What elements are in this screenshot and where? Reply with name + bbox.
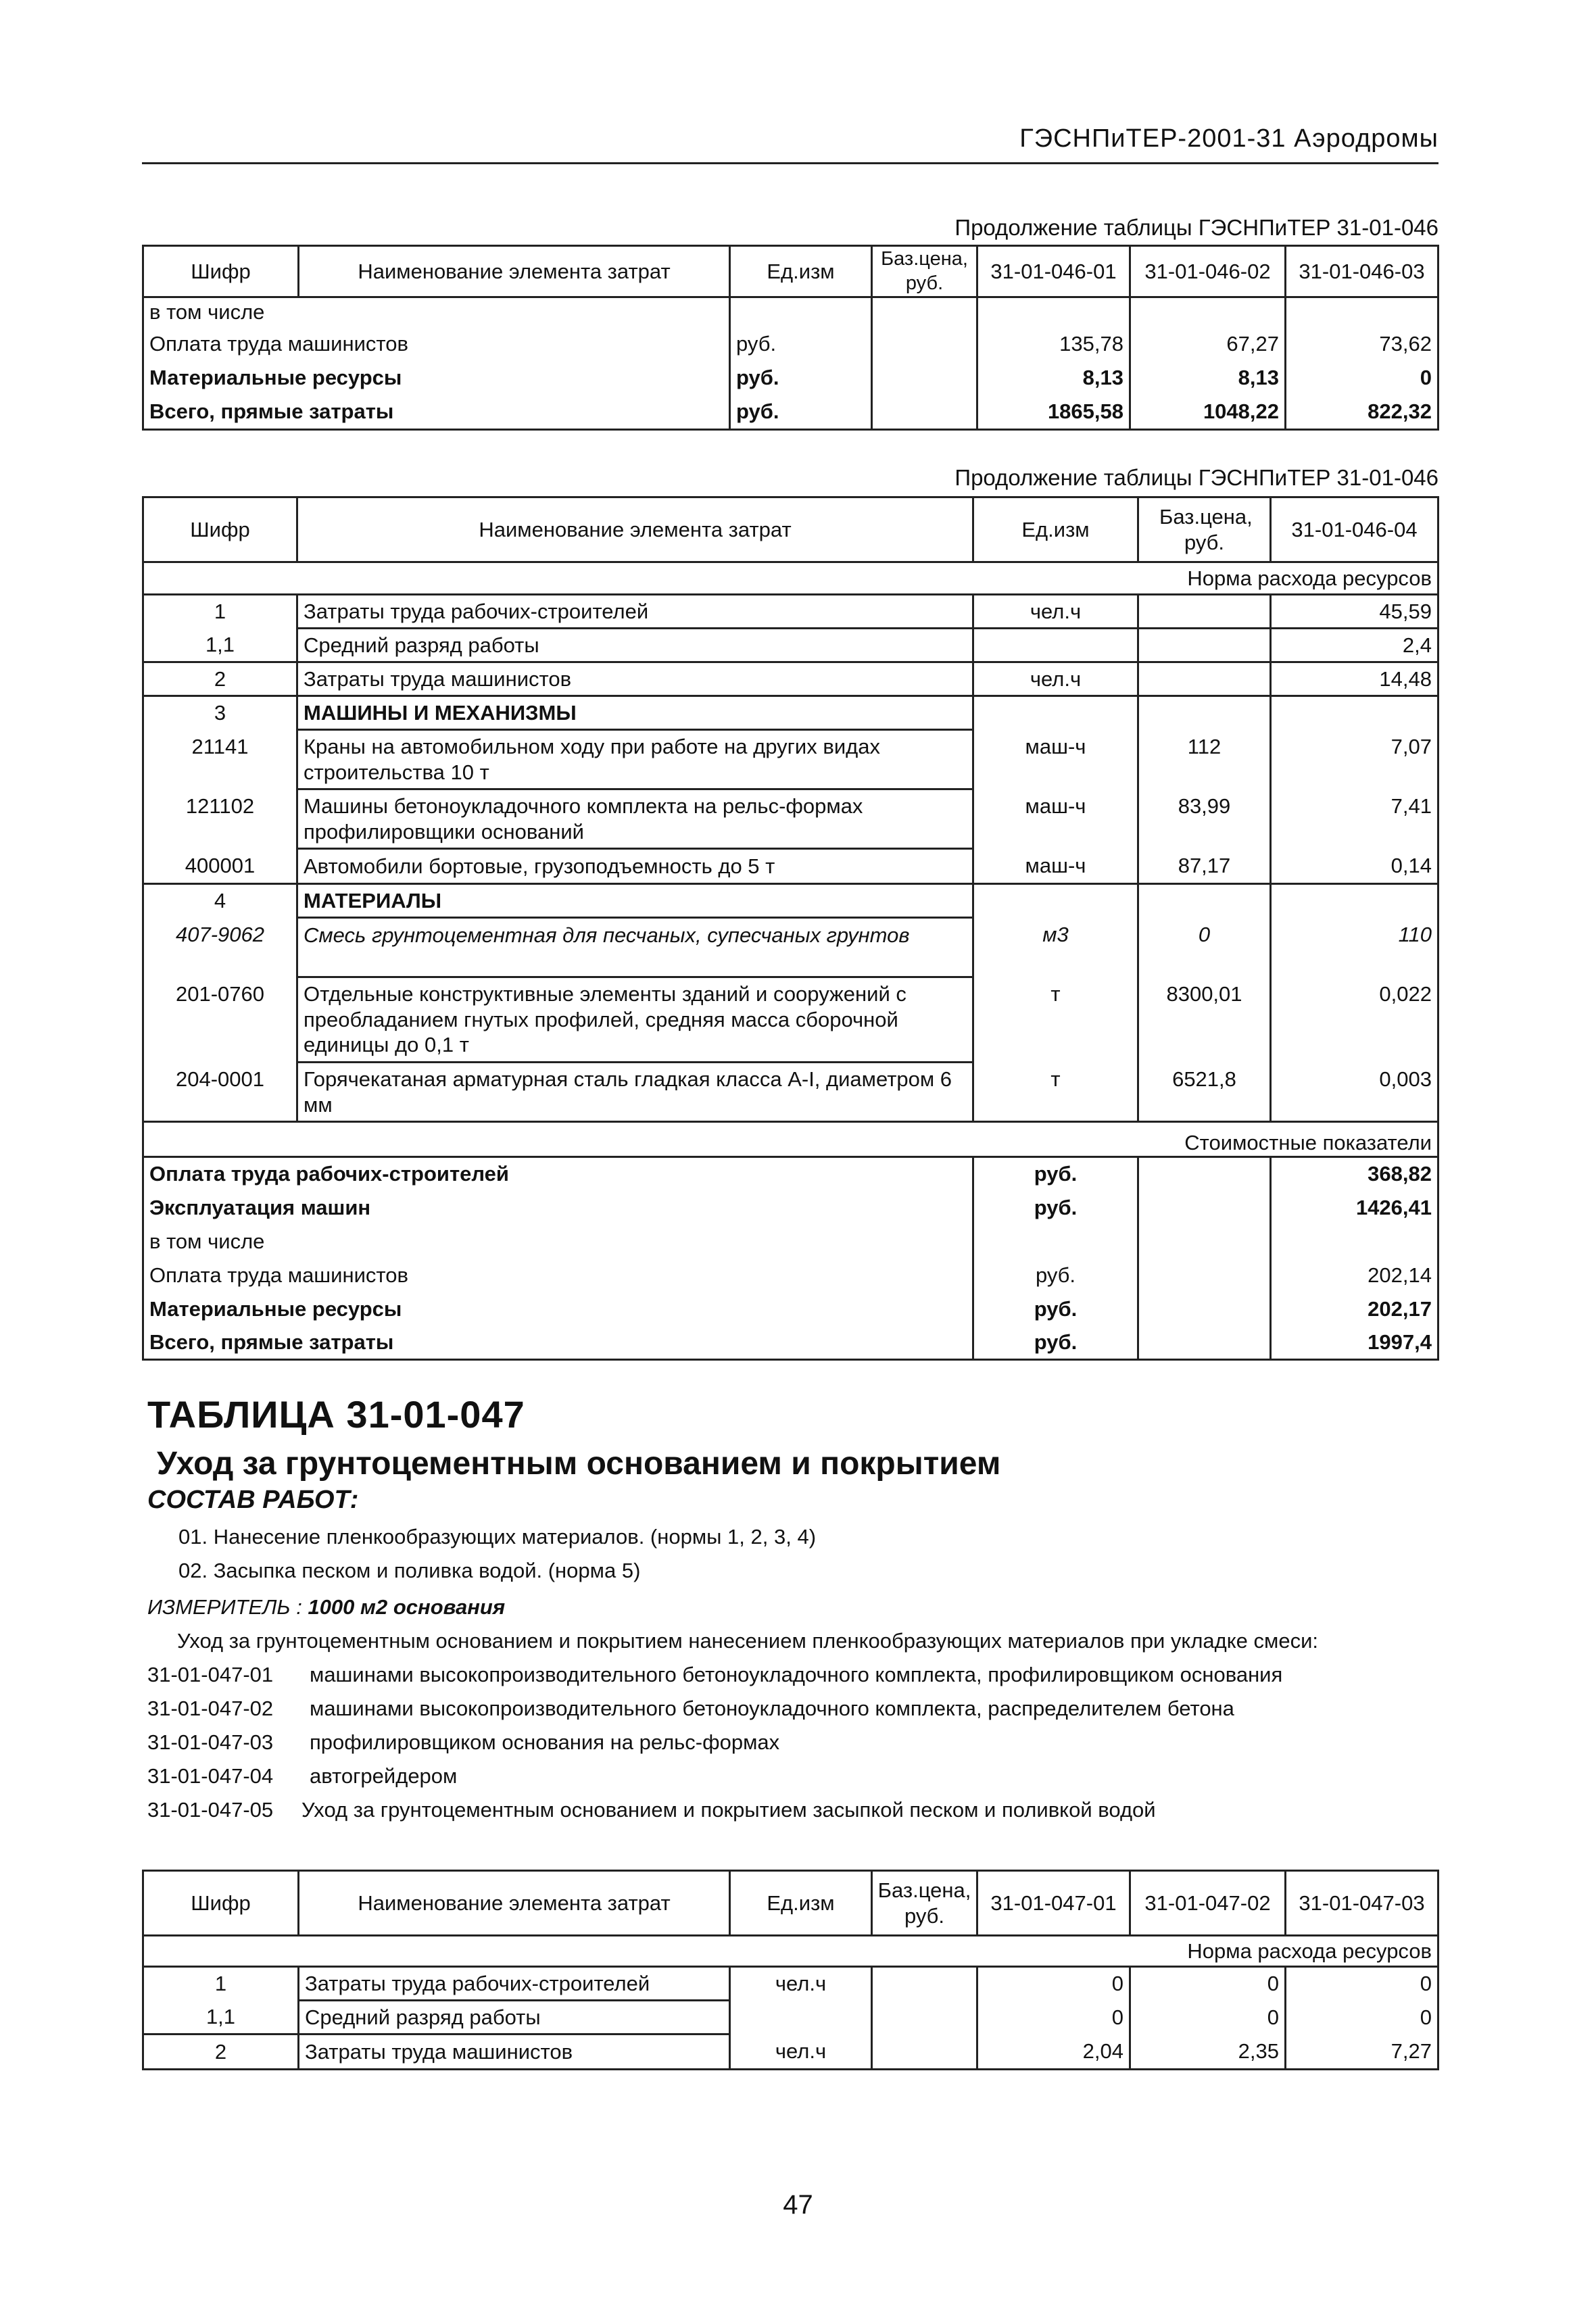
table2-row-price [1138, 662, 1271, 696]
table2-row-code: 201-0760 [143, 977, 297, 1063]
table2-row-unit: чел.ч [973, 595, 1138, 629]
table2-cost-price [1138, 1225, 1271, 1259]
table2-row-value: 110 [1271, 918, 1438, 977]
work-operation-02: 02. Засыпка песком и поливка водой. (норма 5) [178, 1559, 641, 1582]
table2-row-value: 7,07 [1271, 730, 1438, 789]
table2-cost-unit [973, 1225, 1138, 1259]
table2-row-name: Затраты труда рабочих-строителей [297, 595, 973, 629]
table1-header-unit: Ед.изм [730, 246, 872, 297]
table3-row-v3: 0 [1286, 1967, 1438, 2001]
table1-row-unit: руб. [730, 395, 872, 430]
table1-row-v2 [1130, 297, 1286, 327]
table2-row-value: 0,14 [1271, 849, 1438, 884]
table2-row-price: 83,99 [1138, 789, 1271, 849]
table2-cost-price [1138, 1326, 1271, 1360]
table3-row-name: Затраты труда рабочих-строителей [299, 1967, 730, 2001]
table2-row-value: 7,41 [1271, 789, 1438, 849]
table-row [143, 884, 1438, 918]
norm-code: 31-01-047-03 [147, 1730, 274, 1754]
table-row [143, 629, 1438, 662]
table2-row-price [1138, 629, 1271, 662]
table2-cost-price [1138, 1259, 1271, 1292]
table-row [143, 696, 1438, 730]
table3-row-unit: чел.ч [730, 1967, 872, 2001]
measure-value: 1000 м2 основания [308, 1595, 506, 1619]
list-item [147, 1798, 1156, 1822]
table-row [143, 789, 1438, 849]
table2-row-value: 45,59 [1271, 595, 1438, 629]
table2-cost-price [1138, 1292, 1271, 1326]
table2 [142, 496, 1439, 1361]
table3-row-name: Средний разряд работы [299, 2001, 730, 2034]
table2-row-value [1271, 884, 1438, 918]
table3-header-name: Наименование элемента затрат [299, 1871, 730, 1936]
table2-row-price: 6521,8 [1138, 1063, 1271, 1122]
table1-row-v2: 67,27 [1130, 327, 1286, 361]
table2-row-name: Затраты труда машинистов [297, 662, 973, 696]
table2-row-value: 0,022 [1271, 977, 1438, 1063]
table2-row-code: 3 [143, 696, 297, 730]
table2-cost-value [1271, 1225, 1438, 1259]
table1-row-name: Материальные ресурсы [143, 361, 730, 395]
table3-header-row [143, 1871, 1438, 1936]
table2-cost-value: 1997,4 [1271, 1326, 1438, 1360]
table2-row-price [1138, 595, 1271, 629]
table-row [143, 1157, 1438, 1191]
table2-cost-price [1138, 1191, 1271, 1225]
table2-row-name: Краны на автомобильном ходу при работе на других видах строительства 10 т [297, 730, 973, 789]
table3-row-v2: 2,35 [1130, 2034, 1286, 2070]
table2-cost-name: Оплата труда рабочих-строителей [143, 1157, 973, 1191]
table1-row-price [872, 361, 977, 395]
table1-header-price: Баз.цена, руб. [872, 246, 977, 297]
table3-header-unit: Ед.изм [730, 1871, 872, 1936]
table1-header-col1: 31-01-046-01 [977, 246, 1130, 297]
table3-header-price: Баз.цена, руб. [872, 1871, 977, 1936]
table2-row-unit: маш-ч [973, 789, 1138, 849]
table2-row-unit: чел.ч [973, 662, 1138, 696]
table2-cost-name: Всего, прямые затраты [143, 1326, 973, 1360]
table2-row-unit [973, 629, 1138, 662]
table-row [143, 595, 1438, 629]
table2-row-price: 0 [1138, 918, 1271, 977]
list-item [147, 1697, 1234, 1721]
table2-row-name: Автомобили бортовые, грузоподъемность до 5 т [297, 849, 973, 884]
table2-row-price: 112 [1138, 730, 1271, 789]
table1-row-unit: руб. [730, 361, 872, 395]
table1-row-unit: руб. [730, 327, 872, 361]
table2-row-price: 87,17 [1138, 849, 1271, 884]
table-row [143, 849, 1438, 884]
list-item [147, 1730, 779, 1755]
table1-row-v1: 8,13 [977, 361, 1130, 395]
norm-code: 31-01-047-05 [147, 1798, 274, 1822]
table1-row-unit [730, 297, 872, 327]
table2-row-name: МАТЕРИАЛЫ [297, 884, 973, 918]
norm-code: 31-01-047-04 [147, 1764, 274, 1788]
table1-row-v1 [977, 297, 1130, 327]
table2-cost-value: 202,14 [1271, 1259, 1438, 1292]
table1-row-price [872, 297, 977, 327]
table-row [143, 361, 1438, 395]
table3-header-col3: 31-01-047-03 [1286, 1871, 1438, 1936]
table2-row-unit: маш-ч [973, 849, 1138, 884]
table2-cost-unit: руб. [973, 1157, 1138, 1191]
table-row [143, 1967, 1438, 2001]
table3-row-price [872, 2034, 977, 2070]
measure-unit [147, 1595, 505, 1619]
table2-row-code: 400001 [143, 849, 297, 884]
table1-row-name: Всего, прямые затраты [143, 395, 730, 430]
table3 [142, 1870, 1439, 2070]
list-item [147, 1764, 457, 1788]
table3-header-col1: 31-01-047-01 [977, 1871, 1130, 1936]
table2-cost-label: Стоимостные показатели [143, 1122, 1438, 1157]
table3-row-unit: чел.ч [730, 2034, 872, 2070]
table3-row-v3: 0 [1286, 2001, 1438, 2034]
table3-row-price [872, 1967, 977, 2001]
norm-code: 31-01-047-01 [147, 1663, 274, 1686]
table2-row-name: Машины бетоноукладочного комплекта на рельс-формах профилировщики оснований [297, 789, 973, 849]
table2-row-value [1271, 696, 1438, 730]
table1-row-price [872, 327, 977, 361]
table2-cost-name: Оплата труда машинистов [143, 1259, 973, 1292]
table-row [143, 327, 1438, 361]
table3-norm-label: Норма расхода ресурсов [143, 1936, 1438, 1967]
page-header [142, 120, 1438, 164]
table1-caption: Продолжение таблицы ГЭСНПиТЕР 31-01-046 [954, 215, 1438, 240]
table2-header-unit: Ед.изм [973, 497, 1138, 562]
table-row [143, 662, 1438, 696]
table2-row-code: 1,1 [143, 629, 297, 662]
table1-header-row [143, 246, 1438, 297]
table2-cost-unit: руб. [973, 1191, 1138, 1225]
table3-row-name: Затраты труда машинистов [299, 2034, 730, 2070]
list-item [147, 1663, 1282, 1687]
table2-cost-label-row [143, 1122, 1438, 1157]
table1 [142, 245, 1439, 431]
table1-row-v3 [1286, 297, 1438, 327]
table2-row-value: 14,48 [1271, 662, 1438, 696]
table3-row-code: 1,1 [143, 2001, 299, 2034]
norm-code: 31-01-047-02 [147, 1697, 274, 1720]
table2-row-unit [973, 884, 1138, 918]
table1-row-v3: 822,32 [1286, 395, 1438, 430]
table2-header-name: Наименование элемента затрат [297, 497, 973, 562]
table2-row-code: 2 [143, 662, 297, 696]
table2-row-code: 1 [143, 595, 297, 629]
table2-row-code: 4 [143, 884, 297, 918]
table1-row-v3: 0 [1286, 361, 1438, 395]
table-row [143, 977, 1438, 1063]
table2-row-unit: т [973, 977, 1138, 1063]
norm-description: Уход за грунтоцементным основанием и покрытием засыпкой песком и поливкой водой [301, 1798, 1156, 1822]
norm-description: автогрейдером [310, 1764, 458, 1788]
table2-row-price: 8300,01 [1138, 977, 1271, 1063]
table3-row-v3: 7,27 [1286, 2034, 1438, 2070]
table-row [143, 297, 1438, 327]
table2-row-value: 0,003 [1271, 1063, 1438, 1122]
table2-cost-value: 368,82 [1271, 1157, 1438, 1191]
table2-cost-unit: руб. [973, 1326, 1138, 1360]
table2-cost-value: 202,17 [1271, 1292, 1438, 1326]
table-row [143, 730, 1438, 789]
table2-norm-label: Норма расхода ресурсов [143, 562, 1438, 595]
table3-row-v1: 0 [977, 1967, 1130, 2001]
table1-row-name: Оплата труда машинистов [143, 327, 730, 361]
table3-norm-row [143, 1936, 1438, 1967]
table2-cost-price [1138, 1157, 1271, 1191]
table-row [143, 1292, 1438, 1326]
table2-cost-name: Эксплуатация машин [143, 1191, 973, 1225]
table3-row-price [872, 2001, 977, 2034]
table2-row-name: Отдельные конструктивные элементы зданий и сооружений с преобладанием гнутых профилей, средняя масса сборочной единицы до 0,1 т [297, 977, 973, 1063]
table2-header-price: Баз.цена, руб. [1138, 497, 1271, 562]
table3-row-code: 1 [143, 1967, 299, 2001]
table1-row-price [872, 395, 977, 430]
table1-header-col2: 31-01-046-02 [1130, 246, 1286, 297]
table1-header-col3: 31-01-046-03 [1286, 246, 1438, 297]
table2-row-unit: маш-ч [973, 730, 1138, 789]
section-title: ТАБЛИЦА 31-01-047 [147, 1393, 525, 1436]
table2-row-price [1138, 884, 1271, 918]
table3-row-v1: 0 [977, 2001, 1130, 2034]
measure-label: ИЗМЕРИТЕЛЬ : [147, 1595, 302, 1619]
table-row [143, 1225, 1438, 1259]
table2-row-code: 204-0001 [143, 1063, 297, 1122]
table1-row-v1: 135,78 [977, 327, 1130, 361]
norm-description: машинами высокопроизводительного бетоноукладочного комплекта, профилировщиком основания [310, 1663, 1283, 1686]
work-composition-heading: СОСТАВ РАБОТ: [147, 1486, 359, 1514]
section-subtitle: Уход за грунтоцементным основанием и покрытием [157, 1446, 1001, 1482]
table2-row-value: 2,4 [1271, 629, 1438, 662]
table2-row-code: 21141 [143, 730, 297, 789]
table2-cost-name: в том числе [143, 1225, 973, 1259]
table1-row-v2: 1048,22 [1130, 395, 1286, 430]
table2-norm-row [143, 562, 1438, 595]
table2-cost-value: 1426,41 [1271, 1191, 1438, 1225]
page-header-title: ГЭСНПиТЕР-2001-31 Аэродромы [1019, 124, 1438, 153]
table2-row-name: Смесь грунтоцементная для песчаных, супесчаных грунтов [297, 918, 973, 977]
table-row [143, 1326, 1438, 1360]
section-intro: Уход за грунтоцементным основанием и покрытием нанесением пленкообразующих материалов при укладке смеси: [177, 1629, 1319, 1653]
table2-row-unit [973, 696, 1138, 730]
table-row [143, 1191, 1438, 1225]
table2-cost-unit: руб. [973, 1292, 1138, 1326]
table2-cost-unit: руб. [973, 1259, 1138, 1292]
table1-row-name: в том числе [143, 297, 730, 327]
table2-row-price [1138, 696, 1271, 730]
table-row [143, 2034, 1438, 2070]
table3-header-code: Шифр [143, 1871, 299, 1936]
table-row [143, 395, 1438, 430]
work-operation-01: 01. Нанесение пленкообразующих материалов. (нормы 1, 2, 3, 4) [178, 1525, 817, 1549]
table2-row-name: Горячекатаная арматурная сталь гладкая класса А-I, диаметром 6 мм [297, 1063, 973, 1122]
table1-header-name: Наименование элемента затрат [299, 246, 730, 297]
page-number: 47 [783, 2190, 813, 2220]
table-row [143, 918, 1438, 977]
table3-header-col2: 31-01-047-02 [1130, 1871, 1286, 1936]
table2-row-code: 121102 [143, 789, 297, 849]
table2-header-col1: 31-01-046-04 [1271, 497, 1438, 562]
norm-description: профилировщиком основания на рельс-формах [310, 1730, 780, 1754]
table-row [143, 1259, 1438, 1292]
table2-header-row [143, 497, 1438, 562]
table1-header-code: Шифр [143, 246, 299, 297]
table1-row-v3: 73,62 [1286, 327, 1438, 361]
table-row [143, 1063, 1438, 1122]
table2-row-name: Средний разряд работы [297, 629, 973, 662]
table2-cost-name: Материальные ресурсы [143, 1292, 973, 1326]
table2-header-code: Шифр [143, 497, 297, 562]
table2-caption: Продолжение таблицы ГЭСНПиТЕР 31-01-046 [954, 465, 1438, 490]
table3-row-v2: 0 [1130, 2001, 1286, 2034]
table3-row-v1: 2,04 [977, 2034, 1130, 2070]
table-row [143, 2001, 1438, 2034]
table3-row-code: 2 [143, 2034, 299, 2070]
table2-row-unit: м3 [973, 918, 1138, 977]
table2-row-code: 407-9062 [143, 918, 297, 977]
table2-row-name: МАШИНЫ И МЕХАНИЗМЫ [297, 696, 973, 730]
norm-description: машинами высокопроизводительного бетоноукладочного комплекта, распределителем бетона [310, 1697, 1234, 1720]
table1-row-v1: 1865,58 [977, 395, 1130, 430]
table3-row-v2: 0 [1130, 1967, 1286, 2001]
table1-row-v2: 8,13 [1130, 361, 1286, 395]
table2-row-unit: т [973, 1063, 1138, 1122]
table3-row-unit [730, 2001, 872, 2034]
